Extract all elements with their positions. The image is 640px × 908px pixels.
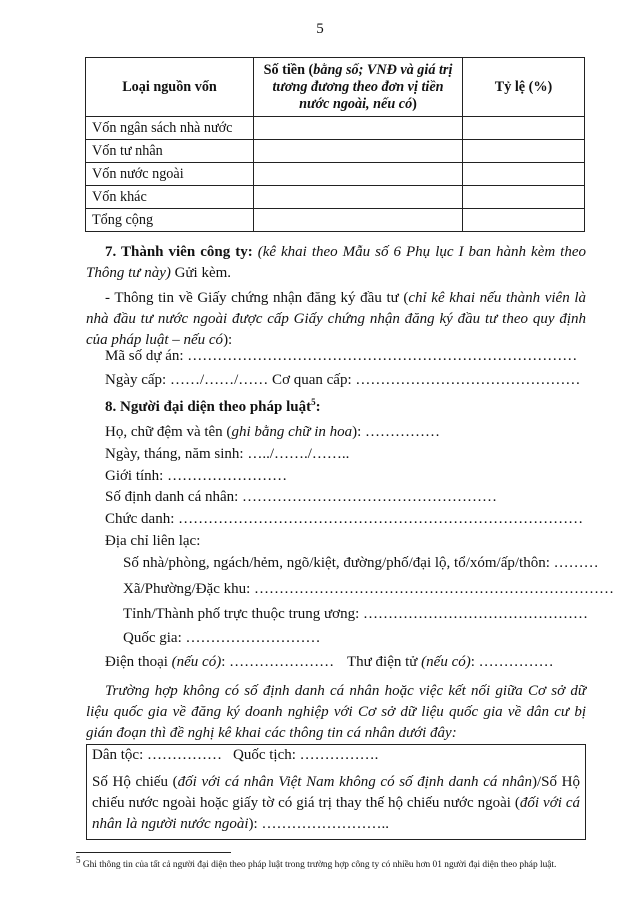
ratio-cell[interactable] <box>463 140 585 163</box>
phone-field[interactable]: Điện thoại (nếu có): ………………… <box>105 654 335 670</box>
email-field[interactable]: Thư điện tử (nếu có): …………… <box>347 654 554 670</box>
header-ratio: Tỷ lệ (%) <box>463 58 585 117</box>
ward-field[interactable]: Xã/Phường/Đặc khu: ……………………………………………………………… <box>123 581 615 597</box>
job-title-field[interactable]: Chức danh: ……………………………………………………………………… <box>105 511 584 527</box>
row-label: Vốn khác <box>86 186 254 209</box>
investment-certificate-note: - Thông tin về Giấy chứng nhận đăng ký đầu tư (chỉ kê khai nếu thành viên là nhà đầu tư nước ngoài được cấp Giấy chứng nhận đăng ký đầu tư theo quy định của pháp luật – nếu có): <box>86 290 586 348</box>
ethnicity-field[interactable]: Dân tộc: …………… <box>92 747 222 763</box>
personal-info-box <box>86 744 586 840</box>
nationality-field[interactable]: Quốc tịch: ……………. <box>233 747 379 763</box>
table-row <box>86 209 585 232</box>
table-row <box>86 186 585 209</box>
date-of-birth-field[interactable]: Ngày, tháng, năm sinh: …../……./…….. <box>105 446 350 462</box>
row-label: Vốn ngân sách nhà nước <box>86 117 254 140</box>
contact-address-label: Địa chỉ liên lạc: <box>105 533 201 549</box>
footnote-divider <box>76 852 231 853</box>
amount-cell[interactable] <box>254 140 463 163</box>
amount-cell[interactable] <box>254 209 463 232</box>
fallback-instruction: Trường hợp không có số định danh cá nhân hoặc việc kết nối giữa Cơ sở dữ liệu quốc gia về đăng ký doanh nghiệp với Cơ sở dữ liệu quốc gia về dân cư bị gián đoạn thì đề nghị kê khai các thông tin cá nhân dưới đây: <box>86 683 586 741</box>
section7-members: 7. Thành viên công ty: (kê khai theo Mẫu số 6 Phụ lục I ban hành kèm theo Thông tư này) Gửi kèm. <box>86 244 587 281</box>
ratio-cell[interactable] <box>463 209 585 232</box>
ratio-cell[interactable] <box>463 163 585 186</box>
project-code-field[interactable]: Mã số dự án: …………………………………………………………………… <box>105 348 578 364</box>
header-amount: Số tiền (bằng số; VNĐ và giá trị tương đương theo đơn vị tiền nước ngoài, nếu có) <box>254 58 463 117</box>
header-source: Loại nguồn vốn <box>86 58 254 117</box>
amount-cell[interactable] <box>254 163 463 186</box>
province-field[interactable]: Tỉnh/Thành phố trực thuộc trung ương: ……………………………………… <box>123 606 588 622</box>
footnote: $^5$ Ghi thông tin của tất cả người đại diện theo pháp luật trong trường hợp công ty có nhiều hơn 01 người đại diện theo pháp luật. <box>76 855 557 871</box>
ratio-cell[interactable] <box>463 117 585 140</box>
ratio-cell[interactable] <box>463 186 585 209</box>
amount-cell[interactable] <box>254 186 463 209</box>
row-label: Vốn tư nhân <box>86 140 254 163</box>
table-row <box>86 163 585 186</box>
issue-date-authority-field[interactable]: Ngày cấp: ……/……/…… Cơ quan cấp: ……………………………………… <box>105 372 581 388</box>
country-field[interactable]: Quốc gia: ……………………… <box>123 630 321 646</box>
table-row <box>86 117 585 140</box>
table-header-row <box>86 58 585 117</box>
street-address-field[interactable]: Số nhà/phòng, ngách/hẻm, ngõ/kiệt, đường/phố/đại lộ, tổ/xóm/ấp/thôn: ……… <box>123 555 599 571</box>
row-label: Vốn nước ngoài <box>86 163 254 186</box>
capital-table <box>85 57 585 232</box>
table-row <box>86 140 585 163</box>
personal-id-field[interactable]: Số định danh cá nhân: …………………………………………… <box>105 489 498 505</box>
row-label: Tổng cộng <box>86 209 254 232</box>
gender-field[interactable]: Giới tính: …………………… <box>105 468 288 484</box>
section8-heading: 8. Người đại diện theo pháp luật$^5$: <box>105 397 321 415</box>
page-number: 5 <box>316 21 324 37</box>
amount-cell[interactable] <box>254 117 463 140</box>
full-name-field[interactable]: Họ, chữ đệm và tên (ghi bằng chữ in hoa): …………… <box>105 424 441 440</box>
passport-field[interactable]: Số Hộ chiếu (đối với cá nhân Việt Nam không có số định danh cá nhân)/Số Hộ chiếu nước ngoài hoặc giấy tờ có giá trị thay thế hộ chiếu nước ngoài (đối với cá nhân là người nước ngoài): …………………….. <box>92 774 581 832</box>
